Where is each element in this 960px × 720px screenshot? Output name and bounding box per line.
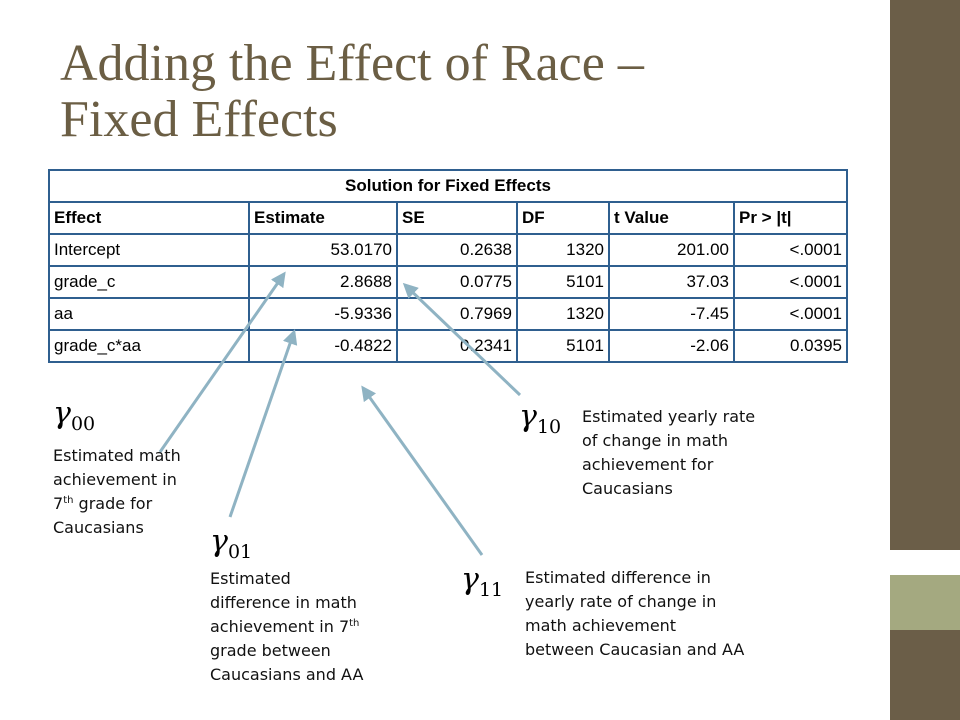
arrow-gamma-11-to-interaction: [363, 388, 482, 555]
title-line-2: Fixed Effects: [60, 91, 338, 148]
column-header-effect: Effect: [49, 202, 249, 234]
gamma-00-symbol: $\gamma_{00}$: [53, 396, 96, 435]
title-line-1: Adding the Effect of Race –: [60, 35, 644, 92]
arrow-gamma-01-to-aa: [230, 332, 294, 517]
gamma-01-description: Estimated difference in math achievement in 7th grade between Caucasians and AA: [210, 569, 364, 684]
cell-estimate: 53.0170: [249, 234, 397, 266]
column-header-estimate: Estimate: [249, 202, 397, 234]
cell-se: 0.0775: [397, 266, 517, 298]
cell-t-value: -7.45: [609, 298, 734, 330]
cell-p-value: <.0001: [734, 298, 847, 330]
column-header-se: SE: [397, 202, 517, 234]
cell-df: 5101: [517, 266, 609, 298]
table-caption: Solution for Fixed Effects: [49, 170, 847, 202]
cell-se: 0.2341: [397, 330, 517, 362]
cell-estimate: 2.8688: [249, 266, 397, 298]
cell-t-value: 37.03: [609, 266, 734, 298]
cell-effect: grade_c: [49, 266, 249, 298]
arrow-gamma-00-to-intercept: [160, 274, 284, 452]
cell-t-value: 201.00: [609, 234, 734, 266]
cell-estimate: -0.4822: [249, 330, 397, 362]
column-header-df: DF: [517, 202, 609, 234]
gamma-00-description: Estimated math achievement in 7th grade for Caucasians: [53, 446, 181, 537]
cell-df: 1320: [517, 298, 609, 330]
cell-se: 0.7969: [397, 298, 517, 330]
column-header-p-value: Pr > |t|: [734, 202, 847, 234]
gamma-10-description: Estimated yearly rate of change in math achievement for Caucasians: [582, 407, 756, 498]
cell-effect: grade_c*aa: [49, 330, 249, 362]
cell-df: 1320: [517, 234, 609, 266]
column-header-t-value: t Value: [609, 202, 734, 234]
cell-estimate: -5.9336: [249, 298, 397, 330]
cell-p-value: <.0001: [734, 266, 847, 298]
cell-df: 5101: [517, 330, 609, 362]
gamma-11-symbol: $\gamma_{11}$: [461, 562, 504, 601]
gamma-10-symbol: $\gamma_{10}$: [519, 399, 562, 438]
arrow-gamma-10-to-grade-c: [405, 285, 520, 395]
cell-t-value: -2.06: [609, 330, 734, 362]
cell-p-value: 0.0395: [734, 330, 847, 362]
cell-p-value: <.0001: [734, 234, 847, 266]
gamma-01-symbol: $\gamma_{01}$: [210, 524, 253, 563]
gamma-11-description: Estimated difference in yearly rate of change in math achievement between Caucasian and AA: [525, 568, 745, 659]
cell-effect: aa: [49, 298, 249, 330]
cell-effect: Intercept: [49, 234, 249, 266]
cell-se: 0.2638: [397, 234, 517, 266]
